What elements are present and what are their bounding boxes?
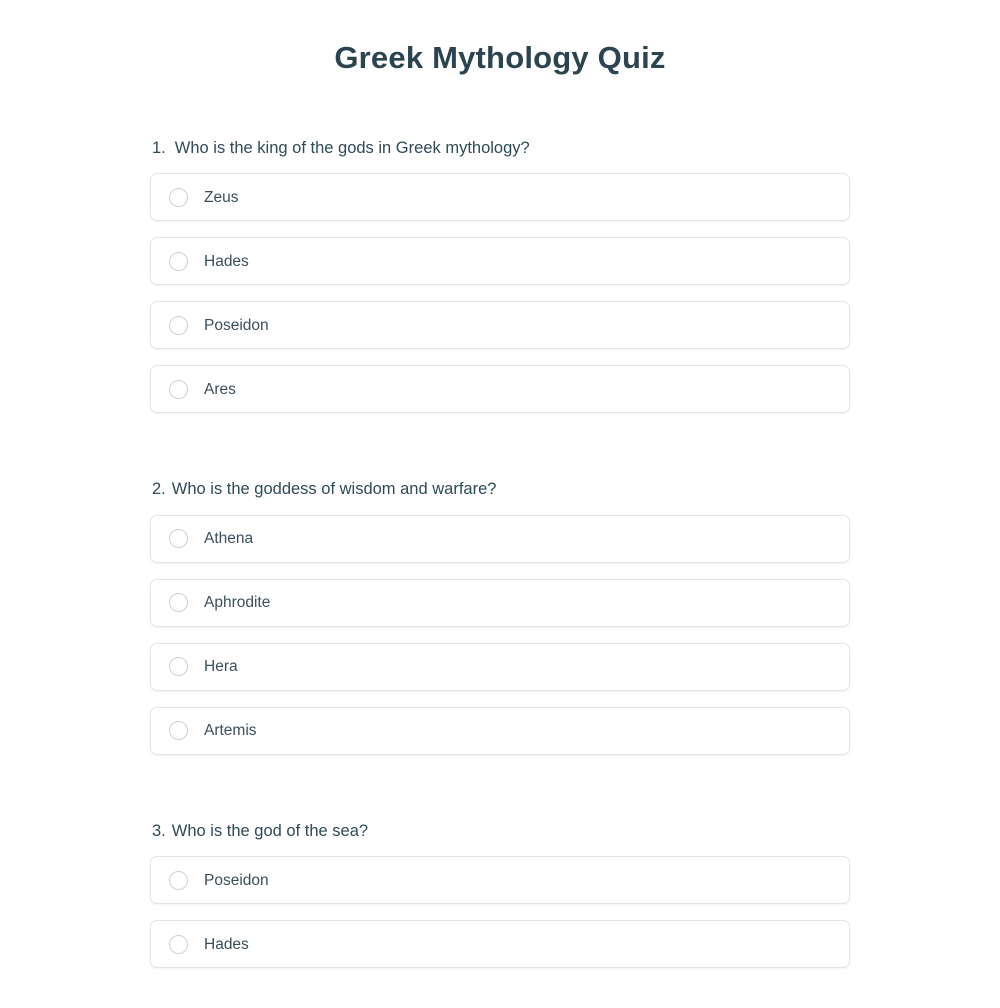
question-number-3: 3. bbox=[152, 821, 166, 840]
option-row[interactable] bbox=[150, 237, 850, 285]
option-label: Hera bbox=[204, 658, 238, 676]
option-label: Ares bbox=[204, 380, 236, 398]
radio-icon[interactable] bbox=[169, 935, 188, 954]
question-block-2 bbox=[150, 479, 850, 754]
option-row[interactable] bbox=[150, 301, 850, 349]
option-row[interactable] bbox=[150, 920, 850, 968]
radio-icon[interactable] bbox=[169, 252, 188, 271]
question-prompt-3: Who is the god of the sea? bbox=[171, 821, 369, 840]
question-prompt-2: Who is the goddess of wisdom and warfare? bbox=[171, 480, 497, 499]
option-row[interactable] bbox=[150, 579, 850, 627]
question-prompt-1: Who is the king of the gods in Greek mythology? bbox=[174, 139, 530, 157]
option-label: Athena bbox=[204, 530, 254, 548]
radio-icon[interactable] bbox=[169, 380, 188, 399]
options-1 bbox=[150, 173, 850, 413]
option-label: Poseidon bbox=[204, 316, 269, 334]
option-label: Hades bbox=[204, 252, 249, 270]
question-number-2: 2. bbox=[152, 480, 166, 499]
radio-icon[interactable] bbox=[169, 657, 188, 676]
options-2 bbox=[150, 515, 850, 755]
option-label: Artemis bbox=[204, 722, 257, 740]
question-text-2 bbox=[152, 479, 850, 500]
option-row[interactable] bbox=[150, 707, 850, 755]
question-block-3 bbox=[150, 821, 850, 968]
question-text-1 bbox=[152, 138, 850, 159]
radio-icon[interactable] bbox=[169, 871, 188, 890]
option-row[interactable] bbox=[150, 515, 850, 563]
option-row[interactable] bbox=[150, 173, 850, 221]
option-label: Aphrodite bbox=[204, 594, 271, 612]
question-text-3 bbox=[152, 821, 850, 842]
option-label: Hades bbox=[204, 935, 249, 953]
radio-icon[interactable] bbox=[169, 316, 188, 335]
option-label: Poseidon bbox=[204, 871, 269, 889]
question-number-1: 1. bbox=[152, 139, 166, 157]
question-list bbox=[150, 138, 850, 968]
option-row[interactable] bbox=[150, 365, 850, 413]
page-title: Greek Mythology Quiz bbox=[334, 40, 666, 75]
option-label: Zeus bbox=[204, 188, 239, 206]
radio-icon[interactable] bbox=[169, 529, 188, 548]
radio-icon[interactable] bbox=[169, 721, 188, 740]
option-row[interactable] bbox=[150, 856, 850, 904]
question-block-1 bbox=[150, 138, 850, 413]
radio-icon[interactable] bbox=[169, 188, 188, 207]
options-3 bbox=[150, 856, 850, 968]
radio-icon[interactable] bbox=[169, 593, 188, 612]
option-row[interactable] bbox=[150, 643, 850, 691]
